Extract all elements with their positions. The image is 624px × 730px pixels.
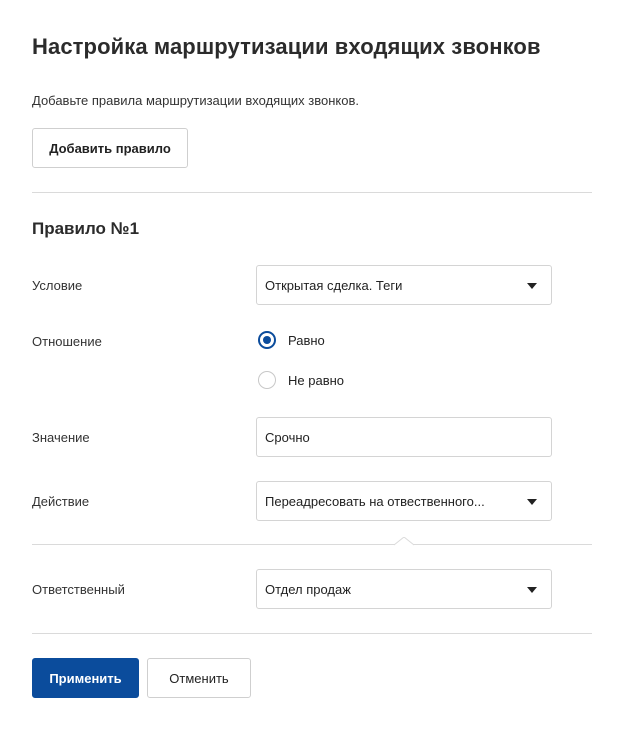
responsible-select-value: Отдел продаж	[265, 581, 351, 597]
relation-option-label: Равно	[288, 332, 325, 348]
divider	[32, 633, 592, 634]
page-title: Настройка маршрутизации входящих звонков	[32, 34, 541, 59]
action-select[interactable]	[256, 481, 552, 521]
value-label: Значение	[32, 430, 90, 445]
relation-option-equal[interactable]	[258, 331, 325, 349]
radio-checked-icon[interactable]	[258, 331, 276, 349]
caret-down-icon	[527, 283, 537, 289]
caret-down-icon	[527, 499, 537, 505]
action-select-value: Переадресовать на отвественного...	[265, 493, 485, 509]
responsible-select[interactable]	[256, 569, 552, 609]
condition-select-value: Открытая сделка. Теги	[265, 277, 403, 293]
add-rule-button[interactable]: Добавить правило	[32, 128, 188, 168]
rule-title: Правило №1	[32, 219, 140, 238]
caret-down-icon	[527, 587, 537, 593]
relation-option-not-equal[interactable]	[258, 371, 344, 389]
action-label: Действие	[32, 494, 90, 509]
cancel-button[interactable]: Отменить	[147, 658, 251, 698]
relation-option-label: Не равно	[288, 372, 345, 388]
relation-label: Отношение	[32, 334, 102, 349]
value-input-text: Срочно	[265, 429, 310, 445]
action-section-divider	[32, 544, 592, 545]
value-input[interactable]	[256, 417, 552, 457]
condition-select[interactable]	[256, 265, 552, 305]
notch-pointer	[394, 537, 414, 546]
page-subtitle: Добавьте правила маршрутизации входящих звонков.	[32, 93, 359, 108]
apply-button[interactable]: Применить	[32, 658, 139, 698]
divider	[32, 192, 592, 193]
responsible-label: Ответственный	[32, 582, 125, 597]
radio-unchecked-icon[interactable]	[258, 371, 276, 389]
condition-label: Условие	[32, 278, 83, 293]
